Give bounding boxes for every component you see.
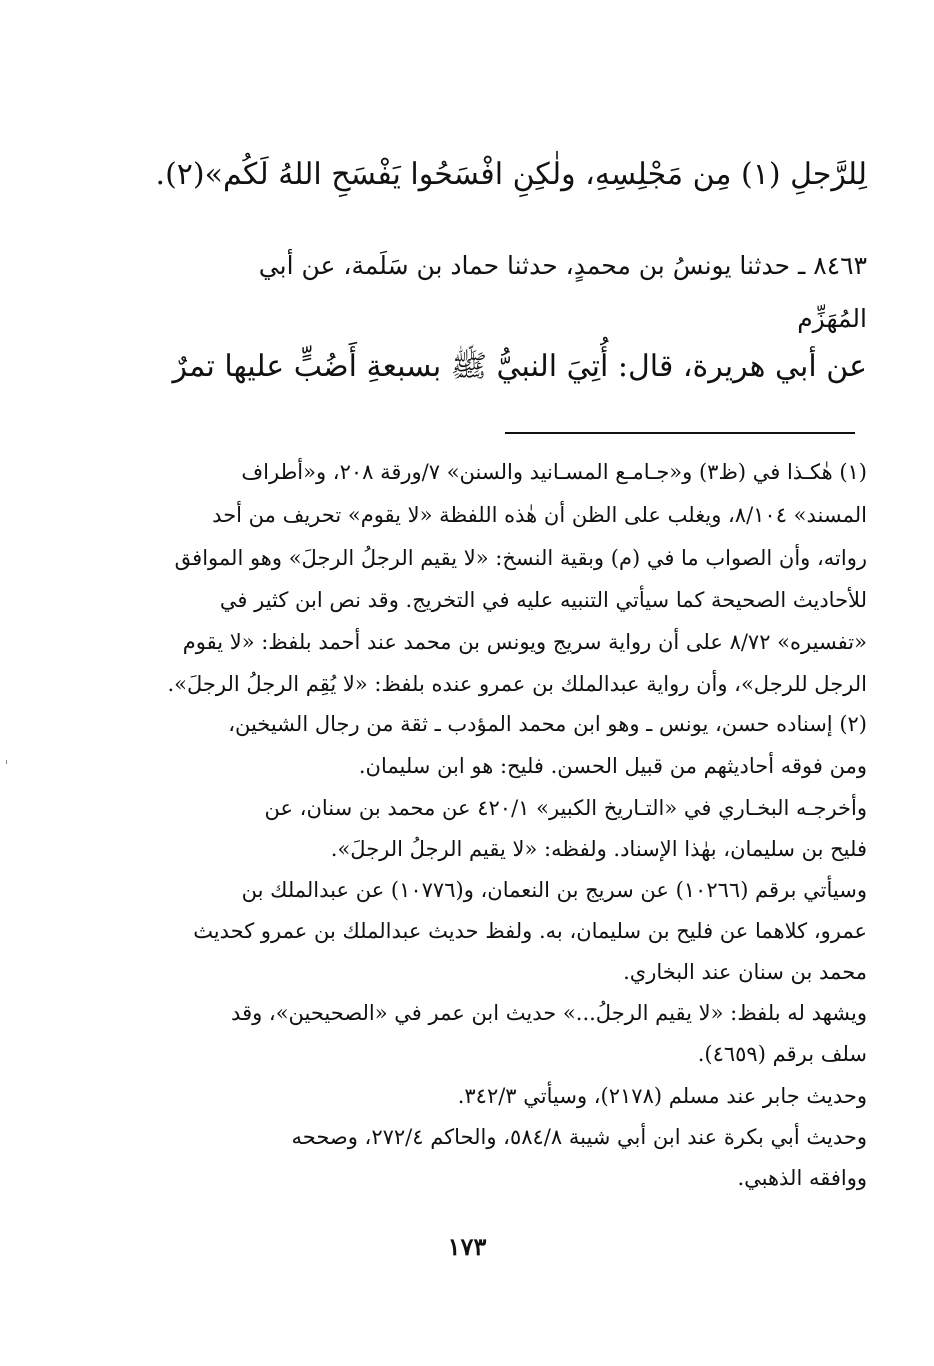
footnote-line: وحديث جابر عند مسلم (٢١٧٨)، وسيأتي ٣٤٢/٣. <box>457 1084 867 1108</box>
hadith-isnad-continuation: المُهَزِّم <box>797 304 867 333</box>
footnote-line: سلف برقم (٤٦٥٩). <box>697 1042 867 1066</box>
footnote-line: رواته، وأن الصواب ما في (م) وبقية النسخ: «لا يقيم الرجلُ الرجلَ» وهو الموافق <box>174 546 867 570</box>
page-number: ١٧٣ <box>447 1232 487 1261</box>
footnote-separator <box>505 432 855 434</box>
footnote-line: وأخرجـه البخـاري في «التـاريخ الكبير» ٤٢٠/١ عن محمد بن سنان، عن <box>264 796 867 820</box>
footnote-line: ويشهد له بلفظ: «لا يقيم الرجلُ...» حديث ابن عمر في «الصحيحين»، وقد <box>231 1001 867 1025</box>
footnote-line: وسيأتي برقم (١٠٢٦٦) عن سريج بن النعمان، و(١٠٧٧٦) عن عبدالملك بن <box>241 878 867 902</box>
footnote-line: عمرو، كلاهما عن فليح بن سليمان، به. ولفظ حديث عبدالملك بن عمرو كحديث <box>193 919 867 943</box>
footnote-line: ومن فوقه أحاديثهم من قبيل الحسن. فليح: هو ابن سليمان. <box>358 754 867 778</box>
footnote-line: فليح بن سليمان، بهٰذا الإسناد. ولفظه: «لا يقيم الرجلُ الرجلَ». <box>330 837 867 861</box>
footnote-line: وحديث أبي بكرة عند ابن أبي شيبة ٥٨٤/٨، والحاكم ٢٧٢/٤، وصححه <box>291 1125 867 1149</box>
footnote-line: ووافقه الذهبي. <box>737 1166 867 1190</box>
footnote-line: محمد بن سنان عند البخاري. <box>623 960 867 984</box>
footnote-line: (٢) إسناده حسن، يونس ـ وهو ابن محمد المؤدب ـ ثقة من رجال الشيخين، <box>228 712 867 736</box>
footnote-line: للأحاديث الصحيحة كما سيأتي التنبيه عليه في التخريج. وقد نص ابن كثير في <box>219 588 867 612</box>
scan-mark <box>6 760 7 764</box>
main-text-line-1: لِلرَّجلِ (١) مِن مَجْلِسِهِ، ولٰكِنِ افْسَحُوا يَفْسَحِ اللهُ لَكُم»(٢). <box>155 157 867 192</box>
footnote-line: الرجل للرجل»، وأن رواية عبدالملك بن عمرو عنده بلفظ: «لا يُقِم الرجلُ الرجلَ». <box>167 672 867 696</box>
footnote-line: (١) هٰكـذا في (ظ٣) و«جـامـع المسـانيد والسنن» ٧/ورقة ٢٠٨، و«أطراف <box>241 460 867 484</box>
footnote-line: «تفسيره» ٨/٧٢ على أن رواية سريج ويونس بن محمد عند أحمد بلفظ: «لا يقوم <box>182 630 867 654</box>
hadith-matn-line: عن أبي هريرة، قال: أُتِيَ النبيُّ ﷺ بسبعةِ أَضُبٍّ عليها تمرٌ <box>172 349 867 384</box>
footnote-line: المسند» ٨/١٠٤، ويغلب على الظن أن هٰذه اللفظة «لا يقوم» تحريف من أحد <box>212 503 867 527</box>
hadith-isnad-line: ٨٤٦٣ ـ حدثنا يونسُ بن محمدٍ، حدثنا حماد بن سَلَمة، عن أبي <box>258 251 867 280</box>
